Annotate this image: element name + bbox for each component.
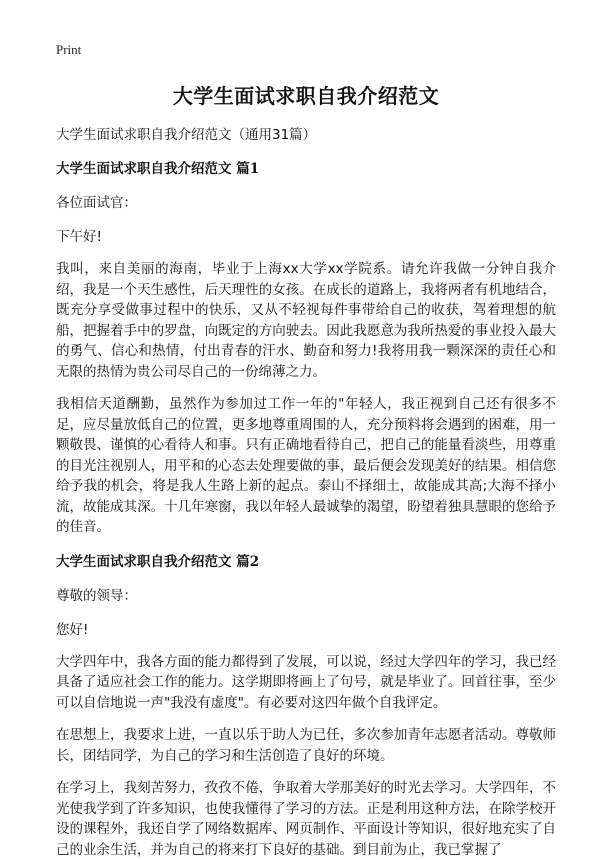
paragraph: 大学四年中，我各方面的能力都得到了发展，可以说，经过大学四年的学习，我已经具备了适应社会工作的能力。这学期即将画上了句号，就是毕业了。回首往事，至少可以自信地说一声"我没有虚度"。有必要对这四年做个自我评定。: [56, 652, 556, 714]
section-1: [56, 157, 556, 538]
section-heading: 大学生面试求职自我介绍范文 篇2: [56, 550, 556, 570]
salutation: 各位面试官：: [56, 191, 556, 211]
print-label: Print: [56, 42, 556, 58]
paragraph: 在学习上，我刻苦努力，孜孜不倦，争取着大学那美好的时光去学习。大学四年，不光使我学到了许多知识，也使我懂得了学习的方法。正是利用这种方法，在除学校开设的课程外，我还自学了网络数据库、网页制作、平面设计等知识，很好地充实了自己的业余生活，并为自己的将来打下良好的基础。到目前为止，我已掌握了: [56, 778, 556, 860]
salutation: 尊敬的领导：: [56, 584, 556, 604]
paragraph: 在思想上，我要求上进，一直以乐于助人为已任，多次参加青年志愿者活动。尊敬师长，团结同学，为自己的学习和生活创造了良好的环境。: [56, 725, 556, 766]
greeting: 下午好!: [56, 225, 556, 245]
section-2: [56, 550, 556, 860]
greeting: 您好!: [56, 618, 556, 638]
paragraph: 我相信天道酬勤，虽然作为参加过工作一年的"年轻人，我正视到自己还有很多不足，应尽量放低自己的位置，更多地尊重周围的人，充分预料将会遇到的困难，用一颗敬畏、谨慎的心看待人和事。只有正确地看待自己，把自己的能量看淡些，用尊重的目光注视别人，用平和的心态去处理要做的事，最后便会发现美好的结果。相信您给予我的机会，将是我人生路上新的起点。泰山不择细土，故能成其高;大海不择小流，故能成其深。十几年寒窗，我以年轻人最诚挚的渴望，盼望着独具慧眼的您给予的佳音。: [56, 394, 556, 538]
document-subtitle: 大学生面试求职自我介绍范文（通用31篇）: [56, 123, 556, 143]
paragraph: 我叫，来自美丽的海南，毕业于上海xx大学xx学院系。请允许我做一分钟自我介绍，我是一个天生感性，后天理性的女孩。在成长的道路上，我将两者有机地结合，既充分享受做事过程中的快乐，又从不轻视每件事带给自己的收获，驾着理想的航船，把握着手中的罗盘，向既定的方向驶去。因此我愿意为我所热爱的事业投入最大的勇气、信心和热情，付出青春的汗水、勤奋和努力!我将用我一颗深深的责任心和无限的热情为贵公司尽自己的一份绵薄之力。: [56, 259, 556, 382]
section-heading: 大学生面试求职自我介绍范文 篇1: [56, 157, 556, 177]
document-title: 大学生面试求职自我介绍范文: [56, 80, 556, 109]
